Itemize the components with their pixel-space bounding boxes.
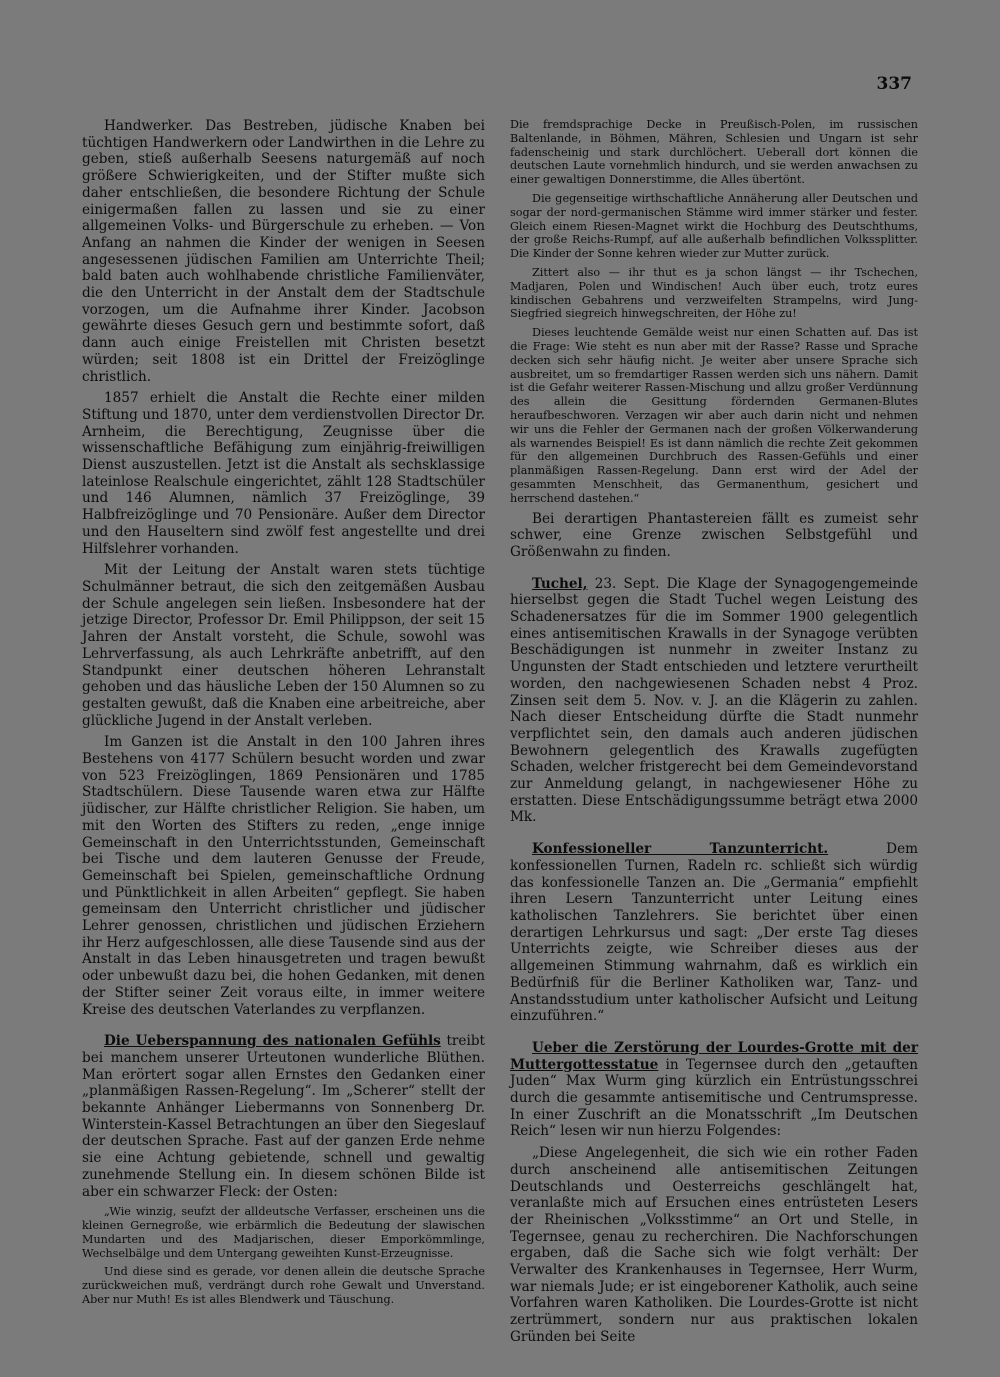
paragraph-text: 1857 erhielt die Anstalt die Rechte einer milden Stiftung und 1870, unter dem verdienstvollen Director Dr. Arnheim, die Berechtigung, Zeugnisse über die wissenschaftliche Befähigung zum einjährig-freiwilligen Dienst auszustellen. Jetzt ist die Anstalt als sechsklassige lateinlose Realschule eingerichtet, zählt 128 Stadtschüler und 146 Alumnen, nämlich 37 Freizöglinge, 39 Halbfreizöglinge und 70 Pensionäre. Außer dem Director und den Hauseltern sind zwölf fest angestellte und drei Hilfslehrer vorhanden.	[82, 390, 485, 557]
article-paragraph	[510, 576, 918, 827]
paragraph-text: treibt bei manchem unserer Urteutonen wunderliche Blüthen. Man erörtert sogar allen Ernstes den Gedanken einer „planmäßigen Rassen-Regelung“. Im „Scherer“ stellt der bekannte Anhänger Liebermanns von Sonnenberg Dr. Winterstein-Kassel Betrachtungen an über den Siegeslauf der deutschen Sprache. Fast auf der ganzen Erde nehme sie eine Achtung gebietende, schnell und gewaltig zunehmende Stellung ein. In diesem schönen Bilde ist aber ein schwarzer Fleck: der Osten:	[82, 1033, 485, 1200]
quote-paragraph	[510, 118, 918, 187]
quote-paragraph	[510, 266, 918, 321]
article-paragraph	[510, 511, 918, 561]
section-gap	[82, 1023, 485, 1033]
paragraph-text: Dem konfessionellen Turnen, Radeln rc. schließt sich würdig das konfessionelle Tanzen an. Die „Germania“ empfiehlt ihren Lesern Tanzunterricht unter Leitung eines katholischen Tanzlehrers. Sie berichtet über einen derartigen Lehrkursus und sagt: „Der erste Tag dieses Unterrichts zeigte, wie Schreiber dieses aus der allgemeinen Stimmung wahrnahm, daß es wirklich ein Bedürfniß für die Berliner Katholiken war, Tanz- und Anstandsstudium unter katholischer Aufsicht und Leitung einzuführen.“	[510, 841, 919, 1025]
article-heading: Tuchel,	[532, 575, 588, 592]
paragraph-text: „Wie winzig, seufzt der alldeutsche Verfasser, erscheinen uns die kleinen Gernegroße, wie erbärmlich die Bedeutung der slawischen Mundarten und des Madjarischen, dieser Emporkömmlinge, Wechselbälge und dem Untergang geweihten Kunst-Erzeugnisse.	[82, 1205, 485, 1260]
article-paragraph	[82, 118, 485, 385]
paragraph-text: Bei derartigen Phantastereien fällt es zumeist sehr schwer, eine Grenze zwischen Selbstgefühl und Größenwahn zu finden.	[510, 510, 918, 560]
quote-paragraph	[82, 1205, 485, 1260]
page-number: 337	[876, 74, 912, 94]
paragraph-text: „Diese Angelegenheit, die sich wie ein rother Faden durch anscheinend alle antisemitischen Zeitungen Deutschlands und Oesterreichs geschlängelt hat, veranlaßte mich auf Ersuchen eines entrüsteten Lesers der Rheinischen „Volksstimme“ an Ort und Stelle, in Tegernsee, genau zu recherchiren. Die Nachforschungen ergaben, daß die Sache sich wie folgt verhält: Der Verwalter des Krankenhauses in Tegernsee, Herr Wurm, war niemals Jude; er ist eingeborener Katholik, auch seine Vorfahren waren Katholiken. Die Lourdes-Grotte ist nicht zertrümmert, sondern nur aus praktischen lokalen Gründen bei Seite	[510, 1145, 918, 1345]
article-paragraph	[82, 390, 485, 557]
paragraph-text: Die fremdsprachige Decke in Preußisch-Polen, im russischen Baltenlande, in Böhmen, Mähren, Schlesien und Ungarn ist sehr fadenscheinig und stark durchlöchert. Ueberall dort können die deutschen Laute vornehmlich hindurch, und sie werden anwachsen zu einer gewaltigen Donnerstimme, die Alles übertönt.	[510, 118, 918, 187]
paragraph-text: Dieses leuchtende Gemälde weist nur einen Schatten auf. Das ist die Frage: Wie steht es nun aber mit der Rasse? Rasse und Sprache decken sich sehr häufig nicht. Je weiter aber unsere Sprache sich ausbreitet, um so fremdartiger Rassen werden sich uns nähern. Damit ist die Gefahr weiterer Rassen-Mischung und allzu großer Verdünnung des allein die Gesittung fördernden Germanen-Blutes heraufbeschworen. Verzagen wir aber auch darin nicht und nehmen wir uns die Fehler der Germanen nach der großen Völkerwanderung als warnendes Beispiel! Es ist dann nämlich die rechte Zeit gekommen für den allgemeinen Durchbruch des Rassen-Gefühls und einer planmäßigen Rassen-Regelung. Dann erst wird der Adel der gesammten Menschheit, das Germanenthum, gesichert und herrschend dastehen.“	[510, 326, 918, 505]
section-gap	[510, 831, 918, 841]
quote-paragraph	[510, 326, 918, 505]
paragraph-text: Im Ganzen ist die Anstalt in den 100 Jahren ihres Bestehens von 4177 Schülern besucht worden und zwar von 523 Freizöglingen, 1869 Pensionären und 1785 Stadtschülern. Diese Tausende waren etwa zur Hälfte jüdischer, zur Hälfte christlicher Religion. Sie haben, um mit den Worten des Stifters zu reden, „enge innige Gemeinschaft in den Unterrichtsstunden, Gemeinschaft bei Tische und dem lauteren Genusse der Freude, Gemeinschaft bei Spielen, gemeinschaftliche Ordnung und Pünktlichkeit in allen Arbeiten“ gepflegt. Sie haben gemeinsam den Unterricht christlicher und jüdischer Lehrer genossen, christlichen und jüdischen Erziehern ihr Herz aufgeschlossen, alle diese Tausende sind aus der Anstalt in das Leben hinausgetreten und tragen bewußt oder unbewußt dazu bei, die hohen Gedanken, mit denen der Stifter seiner Zeit voraus eilte, in immer weitere Kreise des deutschen Vaterlandes zu verpflanzen.	[82, 734, 485, 1018]
right-column	[510, 118, 919, 1345]
article-paragraph	[82, 734, 485, 1018]
paragraph-text: 23. Sept. Die Klage der Synagogengemeinde hierselbst gegen die Stadt Tuchel wegen Leistung des Schadenersatzes für die im Sommer 1900 gelegentlich eines antisemitischen Krawalls in der Synagoge verübten Beschädigungen ist nunmehr in zweiter Instanz zu Ungunsten der Stadt entschieden und letztere verurtheilt worden, den nachgewiesenen Schaden nebst 4 Proz. Zinsen seit dem 5. Nov. v. J. an die Klägerin zu zahlen. Nach dieser Entscheidung dürfte die Stadt nunmehr verpflichtet sein, den damals auch anderen jüdischen Bewohnern gelegentlich des Krawalls zugefügten Schaden, welcher fristgerecht bei dem Gemeindevorstand zur Anmeldung gelangt, in nachgewiesener Höhe zu erstatten. Diese Entschädigungssumme beträgt etwa 2000 Mk.	[510, 575, 918, 826]
article-paragraph	[510, 1145, 918, 1345]
paragraph-text: Handwerker. Das Bestreben, jüdische Knaben bei tüchtigen Handwerkern oder Landwirthen in die Lehre zu geben, stieß außerhalb Seesens naturgemäß auf noch größere Schwierigkeiten, und der Stifter mußte sich daher entschließen, die besondere Richtung der Schule einigermaßen fallen zu lassen und sie zu einer allgemeinen Volks- und Bürgerschule zu erheben. — Von Anfang an nahmen die Kinder der wenigen in Seesen angesessenen jüdischen Familien am Unterrichte Theil; bald baten auch wohlhabende christliche Familienväter, die den Unterricht in der Anstalt dem der Stadtschule vorzogen, um die Aufnahme ihrer Kinder. Jacobson gewährte dieses Gesuch gern und bestimmte sofort, daß dann auch einige Freistellen mit Christen besetzt würden; seit 1808 ist ein Drittel der Freizöglinge christlich.	[82, 118, 485, 385]
article-heading: Konfessioneller Tanzunterricht.	[532, 841, 829, 858]
article-paragraph	[82, 1033, 485, 1200]
quote-paragraph	[82, 1265, 485, 1306]
article-heading: Die Ueberspannung des nationalen Gefühls	[104, 1033, 441, 1050]
paragraph-text: Zittert also — ihr thut es ja schon längst — ihr Tschechen, Madjaren, Polen und Windischen! Auch über euch, trotz eures kindischen Gebahrens und verzweifelten Strampelns, wird Jung-Siegfried siegreich hinwegschreiten, der Höhe zu!	[510, 265, 918, 321]
article-paragraph	[510, 841, 918, 1025]
section-gap	[510, 1030, 918, 1040]
section-gap	[510, 566, 918, 576]
paragraph-text: in Tegernsee durch den „getauften Juden“ Max Wurm ging kürzlich ein Entrüstungsschrei durch die gesammte antisemitische und Centrumspresse. In einer Zuschrift an die Monatsschrift „Im Deutschen Reich“ lesen wir nun hierzu Folgendes:	[510, 1056, 918, 1140]
left-column	[82, 118, 485, 1307]
paragraph-text: Mit der Leitung der Anstalt waren stets tüchtige Schulmänner betraut, die sich den zeitgemäßen Ausbau der Schule angelegen sein ließen. Insbesondere hat der jetzige Director, Professor Dr. Emil Philippson, der seit 15 Jahren der Anstalt vorsteht, die Schule, sowohl was Lehrverfassung, als auch Lehrkräfte anbetrifft, auf den Standpunkt einer deutschen höheren Lehranstalt gehoben und das häusliche Leben der 150 Alumnen so zu gestalten gewußt, daß die Knaben eine arbeitreiche, aber glückliche Jugend in der Anstalt verleben.	[82, 562, 485, 729]
paragraph-text: Und diese sind es gerade, vor denen allein die deutsche Sprache zurückweichen muß, verdrängt durch rohe Gewalt und Unverstand. Aber nur Muth! Es ist alles Blendwerk und Täuschung.	[82, 1265, 485, 1307]
article-paragraph	[82, 562, 485, 729]
quote-paragraph	[510, 192, 918, 261]
article-heading: Ueber die Zerstörung der Lourdes-Grotte mit der Muttergottesstatue	[510, 1039, 918, 1073]
paragraph-text: Die gegenseitige wirthschaftliche Annäherung aller Deutschen und sogar der nord-germanischen Stämme wird immer stärker und fester. Gleich einem Riesen-Magnet wirkt die Hochburg des Deutschthums, der große Reichs-Rumpf, auf alle außerhalb befindlichen Volkssplitter. Die Kinder der Sonne kehren wieder zur Mutter zurück.	[510, 191, 918, 261]
article-paragraph	[510, 1040, 918, 1140]
